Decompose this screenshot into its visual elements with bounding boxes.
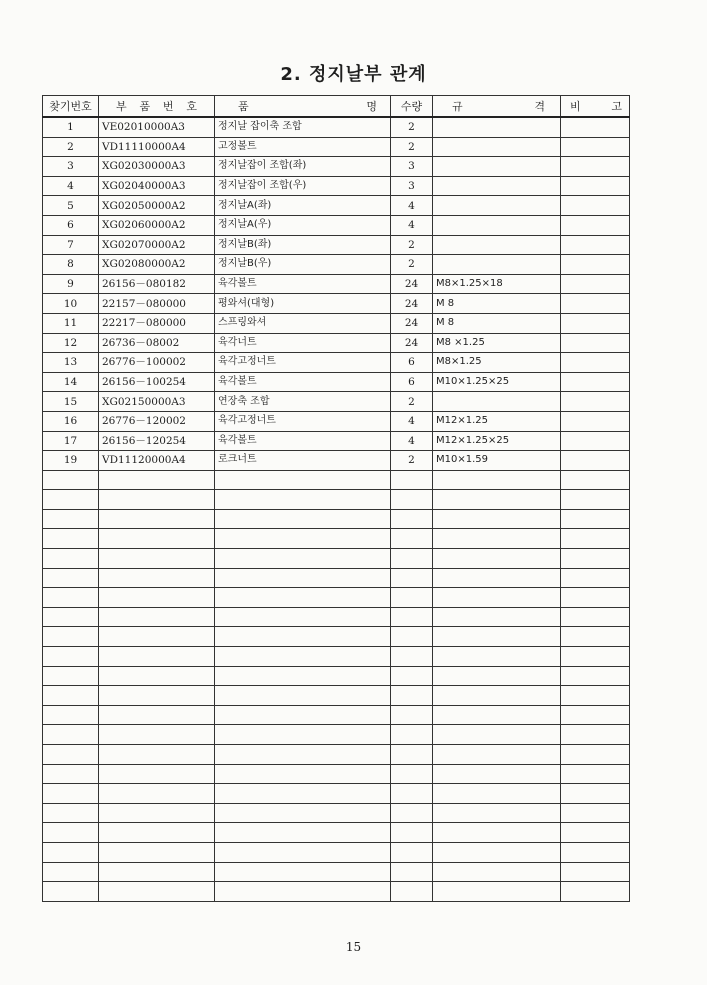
cell-part-name: 스프링와셔 xyxy=(215,313,391,333)
table-row-empty xyxy=(43,647,630,667)
cell-part-number xyxy=(99,647,215,667)
cell-part-number: VD11120000A4 xyxy=(99,451,215,471)
cell-quantity xyxy=(391,607,433,627)
cell-remark xyxy=(561,372,630,392)
cell-spec xyxy=(433,666,561,686)
cell-quantity xyxy=(391,666,433,686)
cell-part-number: 26156－100254 xyxy=(99,372,215,392)
cell-spec: M8 ×1.25 xyxy=(433,333,561,353)
cell-remark xyxy=(561,215,630,235)
table-row xyxy=(43,215,630,235)
cell-part-name: 평와셔(대형) xyxy=(215,294,391,314)
cell-quantity xyxy=(391,549,433,569)
cell-remark xyxy=(561,431,630,451)
cell-part-name xyxy=(215,509,391,529)
cell-find-number: 2 xyxy=(43,137,99,157)
cell-find-number: 14 xyxy=(43,372,99,392)
cell-quantity xyxy=(391,725,433,745)
cell-find-number xyxy=(43,588,99,608)
table-row xyxy=(43,176,630,196)
cell-part-name: 정지날B(좌) xyxy=(215,235,391,255)
cell-spec xyxy=(433,196,561,216)
cell-remark xyxy=(561,568,630,588)
cell-quantity: 2 xyxy=(391,392,433,412)
cell-find-number xyxy=(43,666,99,686)
cell-remark xyxy=(561,803,630,823)
table-row xyxy=(43,313,630,333)
cell-spec: M 8 xyxy=(433,313,561,333)
table-row-empty xyxy=(43,529,630,549)
cell-find-number xyxy=(43,725,99,745)
cell-spec xyxy=(433,568,561,588)
parts-table-header xyxy=(43,96,630,118)
cell-remark xyxy=(561,823,630,843)
cell-spec xyxy=(433,549,561,569)
cell-part-name xyxy=(215,490,391,510)
cell-part-number: 26156－080182 xyxy=(99,274,215,294)
cell-find-number xyxy=(43,607,99,627)
cell-spec xyxy=(433,588,561,608)
cell-remark xyxy=(561,411,630,431)
cell-quantity: 2 xyxy=(391,235,433,255)
cell-remark xyxy=(561,686,630,706)
header-spec: 규 격 xyxy=(433,96,561,118)
table-row-empty xyxy=(43,725,630,745)
table-row-empty xyxy=(43,549,630,569)
table-row-empty xyxy=(43,862,630,882)
cell-remark xyxy=(561,117,630,137)
cell-remark xyxy=(561,705,630,725)
cell-find-number: 4 xyxy=(43,176,99,196)
cell-remark xyxy=(561,313,630,333)
cell-part-name xyxy=(215,627,391,647)
cell-quantity: 3 xyxy=(391,157,433,177)
table-row xyxy=(43,411,630,431)
table-row-empty xyxy=(43,666,630,686)
cell-find-number xyxy=(43,764,99,784)
cell-remark xyxy=(561,607,630,627)
cell-part-name: 정지날A(우) xyxy=(215,215,391,235)
table-row-empty xyxy=(43,627,630,647)
cell-find-number: 10 xyxy=(43,294,99,314)
cell-find-number: 8 xyxy=(43,255,99,275)
table-row-empty xyxy=(43,607,630,627)
cell-find-number xyxy=(43,686,99,706)
cell-find-number: 9 xyxy=(43,274,99,294)
cell-remark xyxy=(561,490,630,510)
cell-quantity xyxy=(391,764,433,784)
cell-part-number xyxy=(99,509,215,529)
cell-part-name xyxy=(215,549,391,569)
cell-remark xyxy=(561,666,630,686)
cell-remark xyxy=(561,392,630,412)
cell-quantity xyxy=(391,529,433,549)
table-row-empty xyxy=(43,686,630,706)
cell-remark xyxy=(561,333,630,353)
table-row xyxy=(43,137,630,157)
cell-part-name: 정지날잡이 조합(우) xyxy=(215,176,391,196)
cell-part-name xyxy=(215,666,391,686)
cell-spec xyxy=(433,176,561,196)
table-row-empty xyxy=(43,784,630,804)
cell-part-number xyxy=(99,862,215,882)
cell-find-number xyxy=(43,862,99,882)
cell-remark xyxy=(561,235,630,255)
table-row xyxy=(43,431,630,451)
cell-quantity xyxy=(391,705,433,725)
cell-quantity: 24 xyxy=(391,294,433,314)
cell-find-number xyxy=(43,568,99,588)
cell-remark xyxy=(561,509,630,529)
cell-part-number xyxy=(99,842,215,862)
cell-spec xyxy=(433,235,561,255)
cell-part-name xyxy=(215,764,391,784)
cell-spec xyxy=(433,705,561,725)
cell-remark xyxy=(561,470,630,490)
cell-remark xyxy=(561,862,630,882)
cell-remark xyxy=(561,588,630,608)
cell-spec xyxy=(433,862,561,882)
cell-part-name: 육각볼트 xyxy=(215,274,391,294)
cell-find-number: 12 xyxy=(43,333,99,353)
cell-part-number: VE02010000A3 xyxy=(99,117,215,137)
cell-part-number xyxy=(99,705,215,725)
cell-find-number: 6 xyxy=(43,215,99,235)
cell-part-name: 육각고정너트 xyxy=(215,353,391,373)
cell-part-name: 육각볼트 xyxy=(215,431,391,451)
cell-remark xyxy=(561,529,630,549)
cell-remark xyxy=(561,627,630,647)
cell-remark xyxy=(561,137,630,157)
cell-part-name: 육각고정너트 xyxy=(215,411,391,431)
cell-quantity xyxy=(391,862,433,882)
cell-part-number: XG02080000A2 xyxy=(99,255,215,275)
table-row xyxy=(43,294,630,314)
cell-spec xyxy=(433,745,561,765)
cell-find-number xyxy=(43,882,99,902)
cell-spec: M12×1.25×25 xyxy=(433,431,561,451)
cell-quantity xyxy=(391,647,433,667)
cell-remark xyxy=(561,176,630,196)
cell-spec xyxy=(433,137,561,157)
cell-find-number xyxy=(43,842,99,862)
table-row xyxy=(43,451,630,471)
cell-spec xyxy=(433,764,561,784)
cell-remark xyxy=(561,882,630,902)
cell-part-number xyxy=(99,588,215,608)
page-number: 15 xyxy=(345,940,362,954)
cell-part-number: 26736－08002 xyxy=(99,333,215,353)
cell-spec xyxy=(433,529,561,549)
cell-part-name: 정지날 잡이축 조합 xyxy=(215,117,391,137)
cell-quantity xyxy=(391,882,433,902)
cell-quantity xyxy=(391,568,433,588)
table-row-empty xyxy=(43,568,630,588)
cell-part-name xyxy=(215,686,391,706)
cell-spec xyxy=(433,470,561,490)
cell-quantity xyxy=(391,509,433,529)
cell-part-number xyxy=(99,764,215,784)
cell-remark xyxy=(561,784,630,804)
cell-part-name: 로크너트 xyxy=(215,451,391,471)
cell-part-number xyxy=(99,549,215,569)
cell-quantity: 24 xyxy=(391,333,433,353)
cell-part-name xyxy=(215,862,391,882)
cell-spec xyxy=(433,647,561,667)
cell-quantity xyxy=(391,627,433,647)
page-title: 2. 정지날부 관계 xyxy=(280,64,427,85)
table-row-empty xyxy=(43,470,630,490)
cell-find-number xyxy=(43,647,99,667)
table-row xyxy=(43,255,630,275)
table-row xyxy=(43,235,630,255)
cell-part-number xyxy=(99,607,215,627)
cell-part-name: 육각볼트 xyxy=(215,372,391,392)
cell-spec: M10×1.59 xyxy=(433,451,561,471)
cell-quantity xyxy=(391,784,433,804)
cell-part-number: 22217－080000 xyxy=(99,313,215,333)
table-row-empty xyxy=(43,490,630,510)
table-row-empty xyxy=(43,509,630,529)
cell-find-number: 15 xyxy=(43,392,99,412)
table-row-empty xyxy=(43,882,630,902)
cell-quantity: 4 xyxy=(391,411,433,431)
cell-quantity xyxy=(391,803,433,823)
cell-part-number: XG02030000A3 xyxy=(99,157,215,177)
cell-spec xyxy=(433,157,561,177)
cell-spec xyxy=(433,392,561,412)
cell-part-name xyxy=(215,647,391,667)
cell-find-number xyxy=(43,705,99,725)
cell-quantity: 3 xyxy=(391,176,433,196)
table-row-empty xyxy=(43,705,630,725)
cell-spec xyxy=(433,509,561,529)
cell-part-number: XG02040000A3 xyxy=(99,176,215,196)
cell-spec xyxy=(433,607,561,627)
cell-find-number: 11 xyxy=(43,313,99,333)
parts-table xyxy=(42,95,630,902)
cell-spec xyxy=(433,686,561,706)
table-row xyxy=(43,196,630,216)
cell-quantity xyxy=(391,588,433,608)
cell-part-name xyxy=(215,588,391,608)
cell-spec xyxy=(433,117,561,137)
table-row-empty xyxy=(43,803,630,823)
cell-part-number xyxy=(99,490,215,510)
cell-find-number: 17 xyxy=(43,431,99,451)
cell-find-number xyxy=(43,509,99,529)
table-row xyxy=(43,353,630,373)
cell-quantity: 4 xyxy=(391,431,433,451)
cell-quantity: 2 xyxy=(391,137,433,157)
header-remark: 비 고 xyxy=(561,96,630,118)
cell-spec xyxy=(433,490,561,510)
table-row-empty xyxy=(43,842,630,862)
cell-quantity xyxy=(391,490,433,510)
cell-find-number xyxy=(43,823,99,843)
cell-spec xyxy=(433,255,561,275)
cell-part-name xyxy=(215,725,391,745)
header-quantity: 수량 xyxy=(391,96,433,118)
cell-part-name xyxy=(215,882,391,902)
cell-remark xyxy=(561,196,630,216)
cell-remark xyxy=(561,274,630,294)
cell-find-number xyxy=(43,549,99,569)
cell-part-name xyxy=(215,823,391,843)
cell-quantity xyxy=(391,745,433,765)
cell-part-number: XG02150000A3 xyxy=(99,392,215,412)
table-row xyxy=(43,274,630,294)
cell-spec xyxy=(433,784,561,804)
cell-quantity: 2 xyxy=(391,255,433,275)
cell-part-number: XG02070000A2 xyxy=(99,235,215,255)
cell-find-number: 1 xyxy=(43,117,99,137)
cell-quantity: 2 xyxy=(391,117,433,137)
table-row xyxy=(43,372,630,392)
cell-find-number xyxy=(43,490,99,510)
cell-find-number: 13 xyxy=(43,353,99,373)
cell-quantity: 4 xyxy=(391,196,433,216)
header-part-name: 품 명 xyxy=(215,96,391,118)
cell-quantity xyxy=(391,842,433,862)
cell-find-number: 16 xyxy=(43,411,99,431)
cell-spec xyxy=(433,882,561,902)
cell-part-number: 22157－080000 xyxy=(99,294,215,314)
cell-quantity: 6 xyxy=(391,372,433,392)
cell-part-name: 정지날B(우) xyxy=(215,255,391,275)
cell-part-name: 정지날잡이 조합(좌) xyxy=(215,157,391,177)
cell-part-name: 고정볼트 xyxy=(215,137,391,157)
cell-spec xyxy=(433,823,561,843)
cell-part-number xyxy=(99,627,215,647)
cell-part-number xyxy=(99,666,215,686)
cell-part-name: 정지날A(좌) xyxy=(215,196,391,216)
cell-part-name xyxy=(215,568,391,588)
cell-remark xyxy=(561,353,630,373)
cell-quantity: 4 xyxy=(391,215,433,235)
cell-quantity: 24 xyxy=(391,274,433,294)
table-row xyxy=(43,392,630,412)
cell-part-name: 연장축 조합 xyxy=(215,392,391,412)
cell-part-number: XG02050000A2 xyxy=(99,196,215,216)
table-row-empty xyxy=(43,745,630,765)
cell-spec xyxy=(433,215,561,235)
cell-remark xyxy=(561,725,630,745)
cell-part-number xyxy=(99,803,215,823)
header-find-number: 찾기번호 xyxy=(43,96,99,118)
cell-spec xyxy=(433,725,561,745)
parts-table-body xyxy=(43,117,630,901)
header-part-number: 부 품 번 호 xyxy=(99,96,215,118)
cell-remark xyxy=(561,549,630,569)
cell-find-number: 5 xyxy=(43,196,99,216)
cell-find-number: 19 xyxy=(43,451,99,471)
cell-part-number xyxy=(99,568,215,588)
cell-remark xyxy=(561,745,630,765)
cell-remark xyxy=(561,764,630,784)
cell-find-number: 3 xyxy=(43,157,99,177)
cell-quantity: 24 xyxy=(391,313,433,333)
table-row xyxy=(43,333,630,353)
table-row xyxy=(43,157,630,177)
cell-remark xyxy=(561,842,630,862)
cell-part-number xyxy=(99,784,215,804)
cell-spec xyxy=(433,842,561,862)
cell-part-name xyxy=(215,607,391,627)
cell-quantity: 2 xyxy=(391,451,433,471)
cell-find-number xyxy=(43,803,99,823)
cell-spec: M8×1.25 xyxy=(433,353,561,373)
cell-find-number xyxy=(43,745,99,765)
cell-find-number xyxy=(43,784,99,804)
cell-part-name xyxy=(215,803,391,823)
cell-part-number: 26776－100002 xyxy=(99,353,215,373)
cell-part-name: 육각너트 xyxy=(215,333,391,353)
table-row-empty xyxy=(43,764,630,784)
cell-quantity xyxy=(391,686,433,706)
cell-part-number: 26156－120254 xyxy=(99,431,215,451)
cell-part-number xyxy=(99,882,215,902)
cell-find-number xyxy=(43,627,99,647)
cell-remark xyxy=(561,647,630,667)
cell-spec: M8×1.25×18 xyxy=(433,274,561,294)
cell-part-number: VD11110000A4 xyxy=(99,137,215,157)
cell-remark xyxy=(561,157,630,177)
cell-find-number xyxy=(43,470,99,490)
cell-part-name xyxy=(215,842,391,862)
cell-part-name xyxy=(215,705,391,725)
cell-remark xyxy=(561,255,630,275)
cell-part-name xyxy=(215,529,391,549)
table-row xyxy=(43,117,630,137)
cell-find-number: 7 xyxy=(43,235,99,255)
cell-spec xyxy=(433,803,561,823)
cell-part-number xyxy=(99,823,215,843)
cell-quantity xyxy=(391,470,433,490)
cell-spec xyxy=(433,627,561,647)
cell-spec: M 8 xyxy=(433,294,561,314)
cell-part-number xyxy=(99,745,215,765)
cell-spec: M12×1.25 xyxy=(433,411,561,431)
cell-part-name xyxy=(215,784,391,804)
cell-quantity: 6 xyxy=(391,353,433,373)
cell-remark xyxy=(561,294,630,314)
cell-part-number xyxy=(99,529,215,549)
cell-part-number xyxy=(99,725,215,745)
table-row-empty xyxy=(43,823,630,843)
cell-remark xyxy=(561,451,630,471)
cell-spec: M10×1.25×25 xyxy=(433,372,561,392)
cell-part-number xyxy=(99,470,215,490)
cell-part-number: XG02060000A2 xyxy=(99,215,215,235)
cell-part-name xyxy=(215,745,391,765)
cell-part-number: 26776－120002 xyxy=(99,411,215,431)
cell-quantity xyxy=(391,823,433,843)
table-row-empty xyxy=(43,588,630,608)
cell-part-number xyxy=(99,686,215,706)
cell-part-name xyxy=(215,470,391,490)
cell-find-number xyxy=(43,529,99,549)
